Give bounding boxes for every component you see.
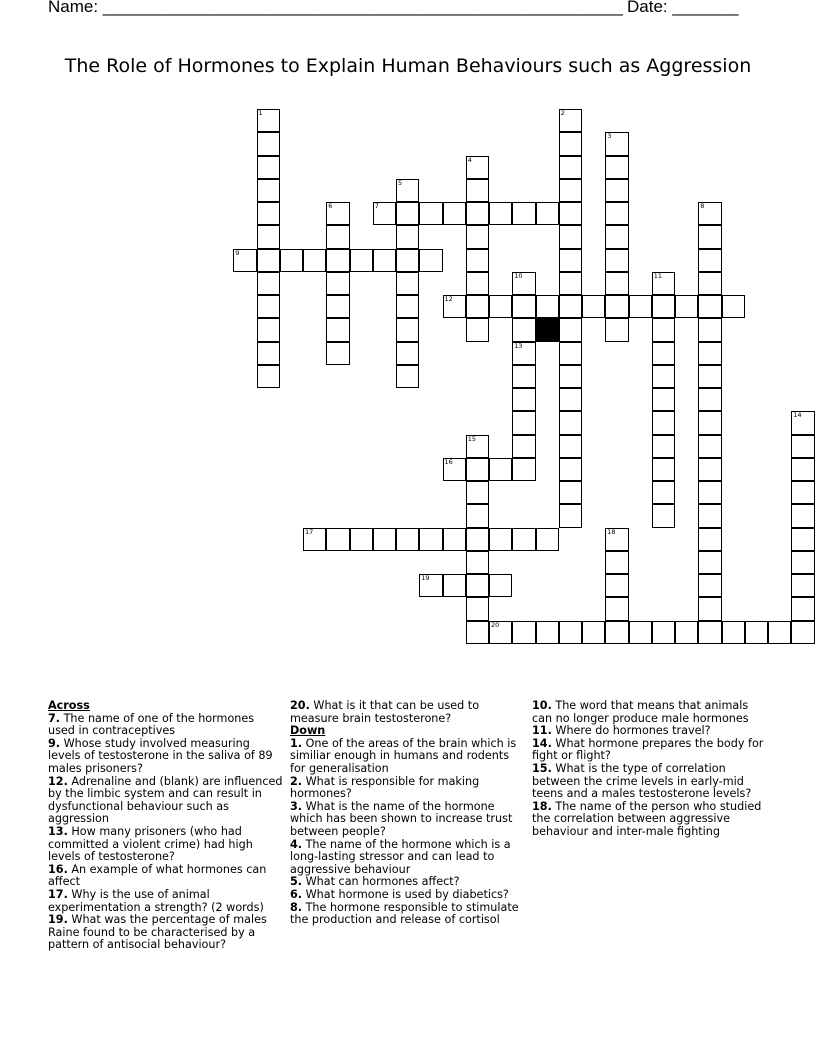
grid-cell[interactable]: [512, 388, 535, 411]
grid-cell[interactable]: [396, 272, 419, 295]
grid-cell[interactable]: [350, 528, 373, 551]
grid-cell[interactable]: [722, 621, 745, 644]
grid-cell[interactable]: [419, 249, 442, 272]
grid-cell[interactable]: [698, 458, 721, 481]
grid-cell[interactable]: [489, 295, 512, 318]
grid-cell[interactable]: [698, 574, 721, 597]
grid-cell[interactable]: [396, 225, 419, 248]
grid-cell[interactable]: [326, 225, 349, 248]
clue-number-11: 11: [653, 271, 663, 280]
clue-number-6: 6: [328, 202, 333, 210]
grid-cell[interactable]: [466, 295, 489, 318]
clue-number-8: 8: [700, 202, 705, 210]
grid-cell[interactable]: [257, 132, 280, 155]
grid-cell[interactable]: [675, 295, 698, 318]
grid-cell[interactable]: [652, 621, 675, 644]
grid-cell[interactable]: [559, 225, 582, 248]
grid-cell[interactable]: [698, 272, 721, 295]
down-clue-4: 4. The name of the hormone which is a long-lasting stressor and can lead to aggressive behaviour: [290, 837, 511, 876]
across-clue-9: 9. Whose study involved measuring levels of testosterone in the saliva of 89 males prisoners?: [48, 736, 273, 775]
down-clue-2: 2. What is responsible for making hormones?: [290, 774, 480, 801]
grid-cell[interactable]: [559, 365, 582, 388]
grid-cell[interactable]: [698, 551, 721, 574]
grid-cell[interactable]: [652, 458, 675, 481]
grid-cell[interactable]: [396, 318, 419, 341]
grid-cell[interactable]: [257, 225, 280, 248]
clue-number-12: 12: [444, 295, 453, 303]
down-clue-11: 11. Where do hormones travel?: [532, 724, 711, 738]
across-clue-19: 19. What was the percentage of males Raine found to be characterised by a pattern of antisocial behaviour?: [48, 913, 267, 952]
grid-cell[interactable]: [443, 202, 466, 225]
grid-cell[interactable]: [768, 621, 791, 644]
grid-cell[interactable]: [466, 621, 489, 644]
grid-cell[interactable]: [605, 202, 628, 225]
down-heading: Down: [290, 724, 326, 738]
grid-cell[interactable]: [326, 272, 349, 295]
clue-number-17: 17: [305, 527, 314, 536]
grid-cell[interactable]: [698, 504, 721, 527]
grid-cell[interactable]: [512, 435, 535, 458]
black-cell: [536, 318, 559, 341]
grid-cell[interactable]: [698, 365, 721, 388]
clue-number-14: 14: [793, 411, 802, 420]
grid-cell[interactable]: [257, 342, 280, 365]
grid-cell[interactable]: [698, 481, 721, 504]
grid-cell[interactable]: [489, 528, 512, 551]
grid-cell[interactable]: [675, 621, 698, 644]
grid-cell[interactable]: [559, 272, 582, 295]
grid-cell[interactable]: [326, 295, 349, 318]
grid-cell[interactable]: [326, 342, 349, 365]
grid-cell[interactable]: [791, 551, 814, 574]
grid-cell[interactable]: [791, 621, 814, 644]
grid-cell[interactable]: [396, 365, 419, 388]
grid-cell[interactable]: [280, 249, 303, 272]
grid-cell[interactable]: [605, 179, 628, 202]
grid-cell[interactable]: [722, 295, 745, 318]
grid-cell[interactable]: [396, 202, 419, 225]
grid-cell[interactable]: [466, 318, 489, 341]
grid-cell[interactable]: [698, 318, 721, 341]
grid-cell[interactable]: [512, 458, 535, 481]
clue-number-3: 3: [607, 132, 612, 141]
grid-cell[interactable]: [652, 342, 675, 365]
grid-cell[interactable]: [559, 156, 582, 179]
grid-cell[interactable]: [652, 365, 675, 388]
grid-cell[interactable]: [605, 295, 628, 318]
grid-cell[interactable]: [512, 621, 535, 644]
grid-cell[interactable]: [489, 202, 512, 225]
grid-cell[interactable]: [443, 528, 466, 551]
grid-cell[interactable]: [559, 481, 582, 504]
grid-cell[interactable]: [466, 551, 489, 574]
grid-cell[interactable]: [559, 179, 582, 202]
across-clue-17: 17. Why is the use of animal experimentation a strength? (2 words): [48, 887, 264, 914]
clue-number-5: 5: [398, 178, 403, 187]
grid-cell[interactable]: [698, 597, 721, 620]
grid-cell[interactable]: [559, 342, 582, 365]
grid-cell[interactable]: [466, 202, 489, 225]
grid-cell[interactable]: [466, 574, 489, 597]
grid-cell[interactable]: [257, 318, 280, 341]
grid-cell[interactable]: [559, 458, 582, 481]
grid-cell[interactable]: [512, 411, 535, 434]
grid-cell[interactable]: [605, 156, 628, 179]
clue-number-13: 13: [514, 341, 523, 350]
clue-number-18: 18: [607, 527, 616, 536]
grid-cell[interactable]: [257, 249, 280, 272]
grid-cell[interactable]: [791, 574, 814, 597]
grid-cell[interactable]: [698, 295, 721, 318]
grid-cell[interactable]: [419, 202, 442, 225]
grid-cell[interactable]: [652, 295, 675, 318]
clue-number-10: 10: [514, 271, 523, 280]
grid-cell[interactable]: [326, 249, 349, 272]
grid-cell[interactable]: [629, 621, 652, 644]
grid-cell[interactable]: [698, 225, 721, 248]
down-clue-10: 10. The word that means that animals can no longer produce male hormones: [532, 699, 749, 725]
across-clue-13: 13. How many prisoners (who had committed a violent crime) had high levels of testosterone?: [48, 824, 253, 864]
grid-cell[interactable]: [512, 202, 535, 225]
grid-cell[interactable]: [466, 458, 489, 481]
grid-cell[interactable]: [536, 295, 559, 318]
grid-cell[interactable]: [373, 528, 396, 551]
grid-cell[interactable]: [652, 481, 675, 504]
grid-cell[interactable]: [350, 249, 373, 272]
grid-cell[interactable]: [257, 272, 280, 295]
grid-cell[interactable]: [257, 179, 280, 202]
clue-number-2: 2: [560, 109, 565, 117]
grid-cell[interactable]: [698, 528, 721, 551]
grid-cell[interactable]: [512, 365, 535, 388]
grid-cell[interactable]: [605, 225, 628, 248]
clue-number-4: 4: [467, 155, 472, 164]
across-heading: Across: [48, 699, 90, 712]
grid-cell[interactable]: [303, 249, 326, 272]
grid-cell[interactable]: [652, 435, 675, 458]
grid-cell[interactable]: [257, 365, 280, 388]
grid-cell[interactable]: [791, 597, 814, 620]
down-clue-1: 1. One of the areas of the brain which is similiar enough in humans and rodents for generalisation: [290, 736, 517, 775]
grid-cell[interactable]: [605, 574, 628, 597]
grid-cell[interactable]: [605, 597, 628, 620]
clue-number-19: 19: [421, 574, 430, 582]
grid-cell[interactable]: [652, 504, 675, 527]
grid-cell[interactable]: [582, 295, 605, 318]
grid-cell[interactable]: [466, 528, 489, 551]
grid-cell[interactable]: [698, 249, 721, 272]
grid-cell[interactable]: [559, 388, 582, 411]
grid-cell[interactable]: [559, 202, 582, 225]
across-clue-12: 12. Adrenaline and (blank) are influenced by the limbic system and can result in dysfunctional behaviour such as aggression: [48, 774, 283, 826]
grid-cell[interactable]: [536, 528, 559, 551]
down-clue-6: 6. What hormone is used by diabetics?: [290, 887, 509, 901]
grid-cell[interactable]: [698, 388, 721, 411]
grid-cell[interactable]: [605, 551, 628, 574]
grid-cell[interactable]: [791, 528, 814, 551]
grid-cell[interactable]: [257, 156, 280, 179]
grid-cell[interactable]: [559, 411, 582, 434]
grid-cell[interactable]: [559, 249, 582, 272]
clue-number-15: 15: [467, 434, 477, 443]
grid-cell[interactable]: [466, 597, 489, 620]
grid-cell[interactable]: [698, 621, 721, 644]
across-clue-20: 20. What is it that can be used to measure brain testosterone?: [290, 699, 480, 725]
grid-cell[interactable]: [466, 225, 489, 248]
grid-cell[interactable]: [605, 621, 628, 644]
grid-cell[interactable]: [396, 528, 419, 551]
grid-cell[interactable]: [791, 504, 814, 527]
grid-cell[interactable]: [559, 295, 582, 318]
grid-cell[interactable]: [396, 342, 419, 365]
grid-cell[interactable]: [489, 574, 512, 597]
across-clue-16: 16. An example of what hormones can affect: [48, 862, 267, 889]
grid-cell[interactable]: [559, 435, 582, 458]
grid-cell[interactable]: [791, 458, 814, 481]
across-clue-7: 7. The name of one of the hormones used in contraceptives: [48, 711, 255, 738]
grid-cell[interactable]: [512, 528, 535, 551]
down-clue-15: 15. What is the type of correlation between the crime levels in early-mid teens and a males testosterone levels?: [532, 761, 752, 801]
down-clue-5: 5. What can hormones affect?: [290, 875, 460, 889]
clue-number-7: 7: [374, 202, 379, 210]
grid-cell[interactable]: [466, 481, 489, 504]
grid-cell[interactable]: [559, 318, 582, 341]
date-field-label: Date: _______: [627, 0, 739, 16]
clues-column-2: [290, 700, 526, 927]
clues-column-1: [48, 700, 284, 952]
grid-cell[interactable]: [396, 249, 419, 272]
grid-cell[interactable]: [605, 318, 628, 341]
grid-cell[interactable]: [326, 528, 349, 551]
grid-cell[interactable]: [698, 342, 721, 365]
grid-cell[interactable]: [791, 435, 814, 458]
name-field-label: Name: _______________________________________________________: [48, 0, 623, 16]
grid-cell[interactable]: [396, 295, 419, 318]
grid-cell[interactable]: [629, 295, 652, 318]
grid-cell[interactable]: [652, 411, 675, 434]
grid-cell[interactable]: [466, 272, 489, 295]
grid-cell[interactable]: [466, 249, 489, 272]
grid-cell[interactable]: [536, 621, 559, 644]
grid-cell[interactable]: [257, 202, 280, 225]
grid-cell[interactable]: [791, 481, 814, 504]
grid-cell[interactable]: [698, 411, 721, 434]
clue-number-16: 16: [444, 457, 453, 466]
grid-cell[interactable]: [698, 435, 721, 458]
grid-cell[interactable]: [559, 621, 582, 644]
grid-cell[interactable]: [512, 318, 535, 341]
down-clue-14: 14. What hormone prepares the body for fight or flight?: [532, 736, 764, 763]
grid-cell[interactable]: [512, 295, 535, 318]
clues-column-3: [532, 700, 768, 839]
grid-cell[interactable]: [466, 179, 489, 202]
grid-cell[interactable]: [257, 295, 280, 318]
down-clue-8: 8. The hormone responsible to stimulate the production and release of cortisol: [290, 900, 519, 927]
grid-cell[interactable]: [605, 249, 628, 272]
down-clue-18: 18. The name of the person who studied the correlation between aggressive behaviour and inter-male fighting: [532, 799, 762, 838]
grid-cell[interactable]: [536, 202, 559, 225]
down-clue-3: 3. What is the name of the hormone which has been shown to increase trust between people?: [290, 799, 513, 838]
grid-cell[interactable]: [652, 388, 675, 411]
grid-cell[interactable]: [559, 504, 582, 527]
grid-cell[interactable]: [373, 249, 396, 272]
clue-number-9: 9: [235, 248, 240, 257]
grid-cell[interactable]: [605, 272, 628, 295]
grid-cell[interactable]: [466, 504, 489, 527]
grid-cell[interactable]: [489, 458, 512, 481]
grid-cell[interactable]: [419, 528, 442, 551]
grid-cell[interactable]: [443, 574, 466, 597]
grid-cell[interactable]: [652, 318, 675, 341]
grid-cell[interactable]: [326, 318, 349, 341]
grid-cell[interactable]: [582, 621, 605, 644]
grid-cell[interactable]: [559, 132, 582, 155]
page-title: The Role of Hormones to Explain Human Behaviours such as Aggression: [64, 55, 752, 77]
clue-number-1: 1: [258, 109, 263, 117]
grid-cell[interactable]: [745, 621, 768, 644]
clue-number-20: 20: [491, 620, 500, 629]
